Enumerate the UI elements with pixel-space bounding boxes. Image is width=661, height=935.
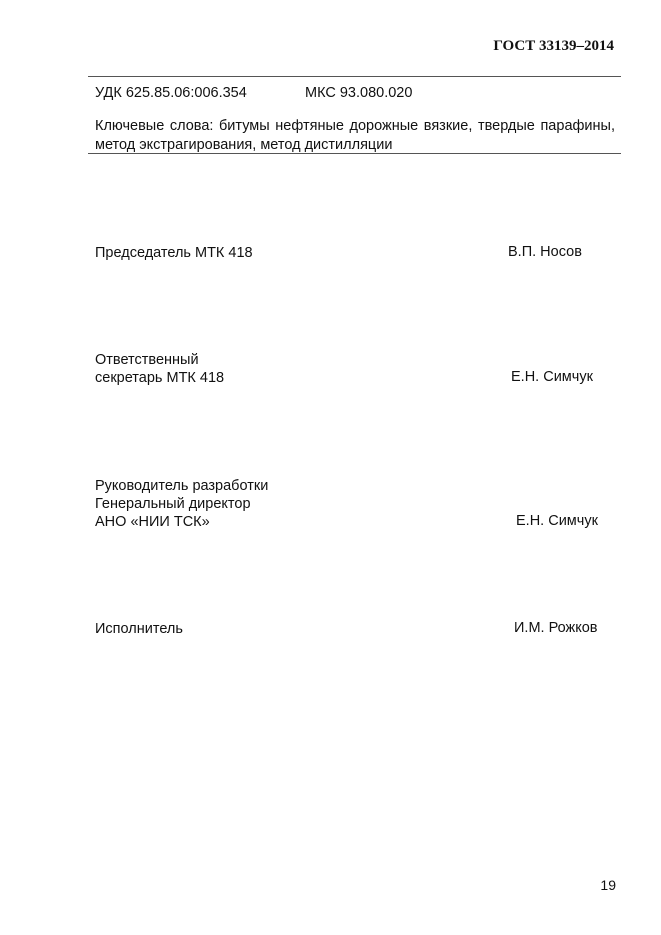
signature-role: секретарь МТК 418 xyxy=(95,370,225,386)
keywords-paragraph: Ключевые слова: битумы нефтяные дорожные вязкие, твердые парафины, метод экстрагирования, метод дистилляции xyxy=(95,118,615,153)
page-number: 19 xyxy=(600,877,616,893)
top-divider xyxy=(88,76,621,77)
signature-name: В.П. Носов xyxy=(508,244,582,260)
signature-name: Е.Н. Симчук xyxy=(511,369,593,385)
udk-code: УДК 625.85.06:006.354 xyxy=(95,85,247,101)
signature-role: Генеральный директор xyxy=(95,496,251,512)
signature-role: Исполнитель xyxy=(95,621,183,637)
signature-role: Председатель МТК 418 xyxy=(95,245,253,261)
mks-code: МКС 93.080.020 xyxy=(305,85,413,101)
signature-name: Е.Н. Симчук xyxy=(516,513,598,529)
bottom-divider xyxy=(88,153,621,154)
document-standard-title: ГОСТ 33139–2014 xyxy=(493,38,614,54)
signature-role: Ответственный xyxy=(95,352,199,368)
signature-role: Руководитель разработки xyxy=(95,478,269,494)
signature-name: И.М. Рожков xyxy=(514,620,598,636)
signature-role: АНО «НИИ ТСК» xyxy=(95,514,210,530)
